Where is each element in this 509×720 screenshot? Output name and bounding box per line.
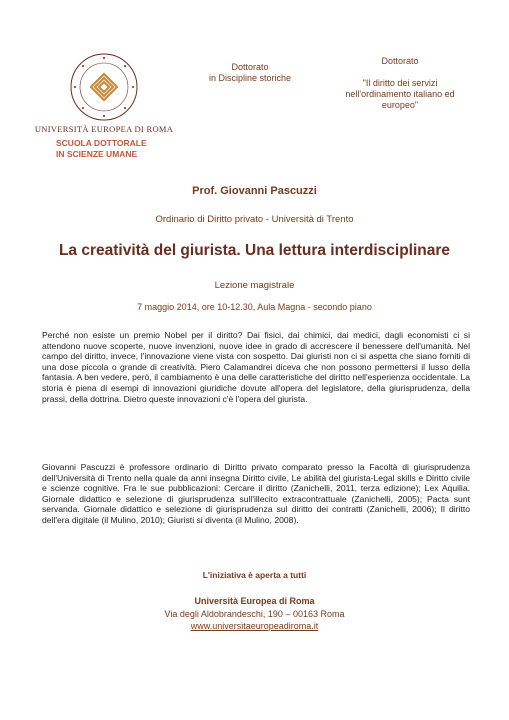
- speaker-name: Prof. Giovanni Pascuzzi: [192, 185, 317, 197]
- doctorate-services-line-2: "Il diritto dei servizi: [362, 78, 438, 88]
- doctorate-services-line-4: europeo": [381, 100, 419, 110]
- speaker-bio-paragraph: Giovanni Pascuzzi è professore ordinario di Diritto privato comparato presso la Facoltà di giurisprudenza dell'Università di Trento nella quale da anni insegna Diritto civile, Le abilità del giurista-Legal skills e Diritto civile e scienze cognitive. Fra le sue pubblicazioni: Cercare il diritto (Zanichelli, 2011, terza edizione); Lex Aquilia. Giornale didattico e selezione di giurisprudenza sull'illecito extracontrattuale (Zanichelli, 2005); Pacta sunt servanda. Giornale didattico e selezione di giurisprudenza sul diritto dei contratti (Zanichelli, 2006); Il diritto dell'era digitale (il Mulino, 2010); Giuristi si diventa (il Mulino, 2008).: [42, 462, 470, 525]
- doctorate-services-line-3: nell'ordinamento italiano ed: [345, 89, 455, 99]
- university-name: UNIVERSITÀ EUROPEA DI ROMA: [34, 124, 174, 134]
- speaker-role: Ordinario di Diritto privato - Università di Trento: [155, 214, 354, 225]
- school-name: [34, 138, 174, 160]
- footer-website-link[interactable]: www.universitaeuropeadiroma.it: [190, 621, 319, 631]
- footer-university: Università Europea di Roma: [194, 596, 315, 606]
- lecture-title: La creatività del giurista. Una lettura interdisciplinare: [58, 242, 451, 259]
- lecture-type: Lezione magistrale: [214, 280, 295, 291]
- university-logo: [34, 52, 174, 160]
- lecture-date-location: 7 maggio 2014, ore 10-12.30, Aula Magna - secondo piano: [137, 302, 372, 312]
- school-line-2: IN SCIENZE UMANE: [56, 149, 138, 159]
- university-seal-icon: [69, 52, 139, 122]
- open-to-all-notice: L'iniziativa è aperta a tutti: [202, 570, 307, 580]
- doctorate-services-line-1: Dottorato: [381, 56, 419, 66]
- school-line-1: SCUOLA DOTTORALE: [56, 138, 147, 148]
- doctorate-services-law: [330, 56, 470, 111]
- doctorate-history-line-1: Dottorato: [231, 62, 269, 72]
- abstract-paragraph: Perché non esiste un premio Nobel per il diritto? Dai fisici, dai chimici, dai medici, dagli economisti ci si attendono nuove scoperte, nuove invenzioni, nuove idee in grado di accrescere il benessere dell'umanità. Nel campo del diritto, invece, l'innovazione viene vista con sospetto. Dai giuristi non ci si aspetta che siano forniti di una dose piccola o grande di creatività. Piero Calamandrei diceva che non possono permettersi il lusso della fantasia. A ben vedere, però, il cambiamento è una delle caratteristiche del diritto nell'esperienza occidentale. La storia è piena di esempi di innovazioni giuridiche dovute all'opera del legislatore, della giurisprudenza, della prassi, della dottrina. Dietro queste innovazioni c'è l'opera del giurista.: [42, 330, 470, 404]
- doctorate-history-line-2: in Discipline storiche: [208, 73, 292, 83]
- doctorate-history: [190, 62, 310, 84]
- footer-address: Via degli Aldobrandeschi, 190 – 00163 Roma: [164, 609, 345, 619]
